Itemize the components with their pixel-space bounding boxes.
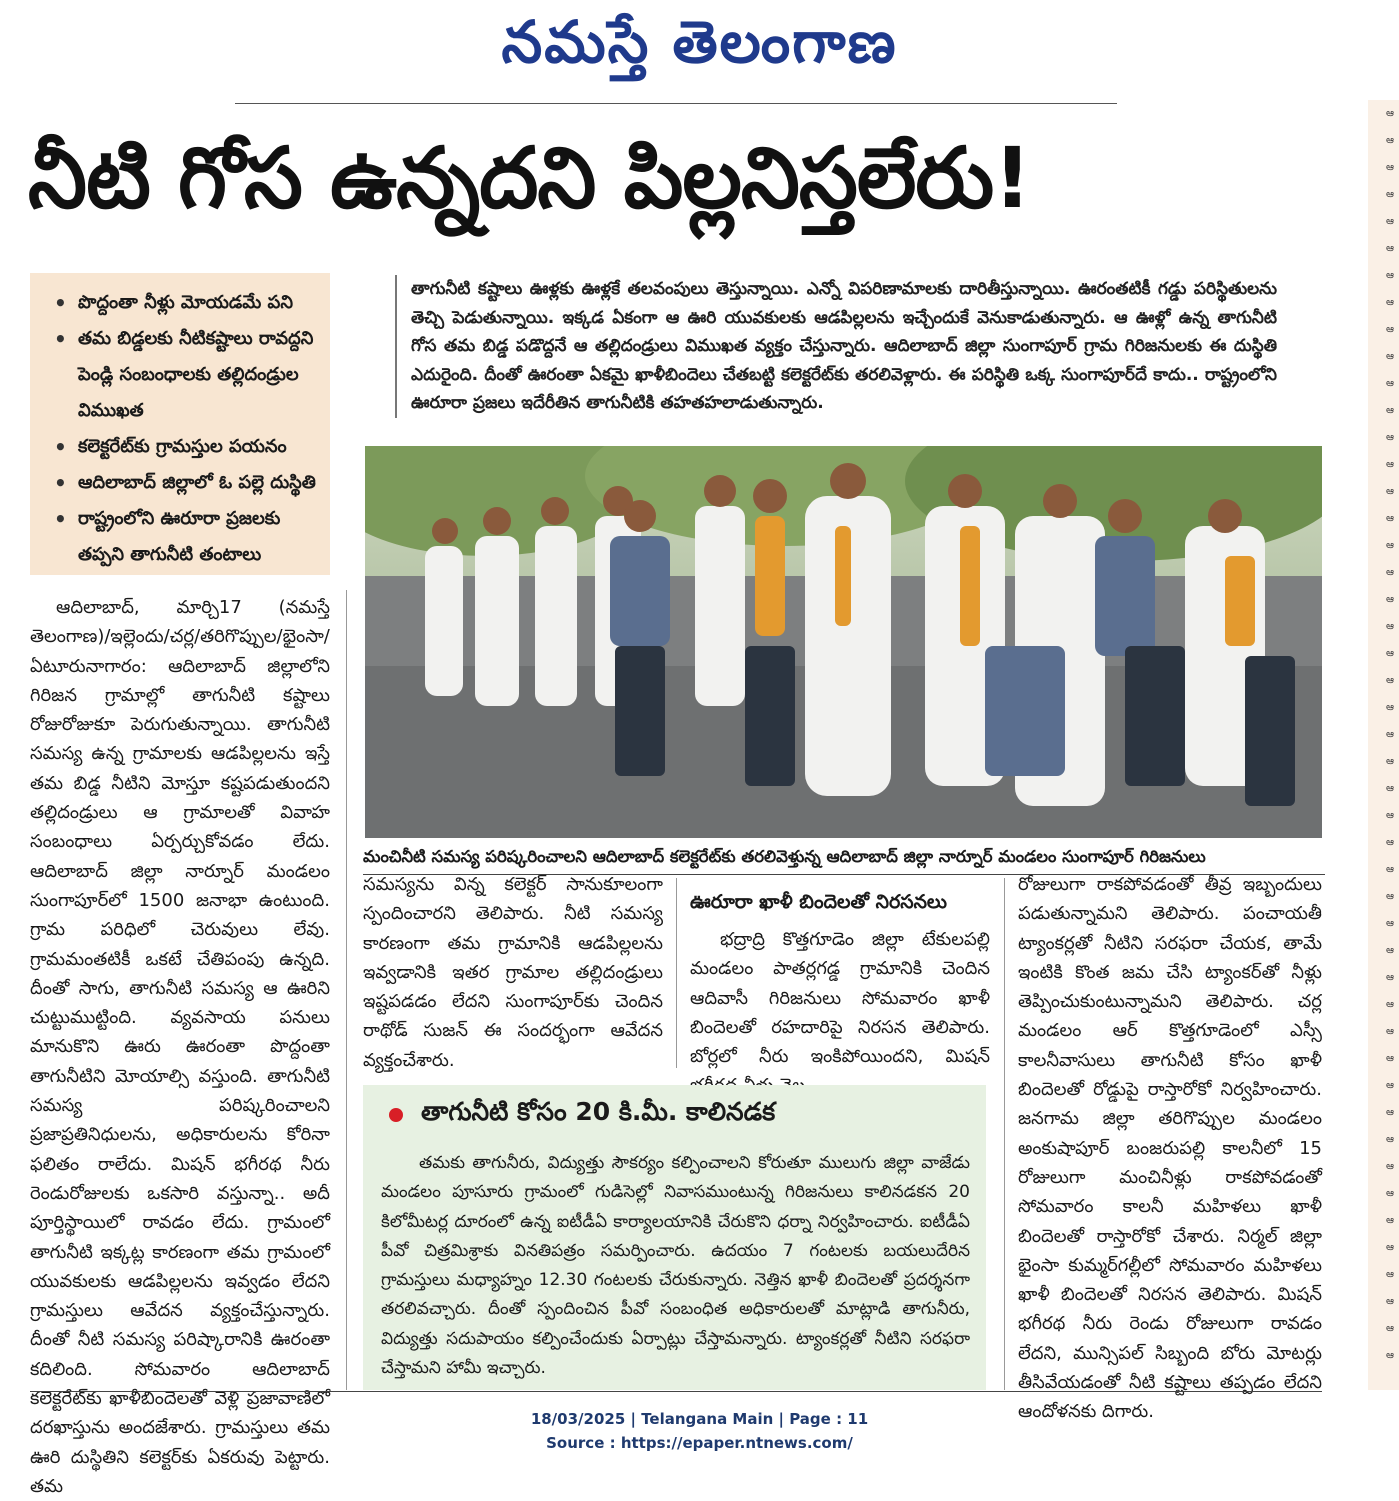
highlight-item: • ఆదిలాబాద్ జిల్లాలో ఓ పల్లె దుస్థితి xyxy=(44,465,322,501)
sidebar-story-title: తాగునీటి కోసం 20 కి.మీ. కాలినడక xyxy=(421,1097,776,1126)
photo-caption: మంచినీటి సమస్య పరిష్కరించాలని ఆదిలాబాద్ కలెక్టరేట్‌కు తరలివెళ్తున్న ఆదిలాబాద్ జిల్లా నార్నూర్ మండలం సుంగాపూర్ గిరిజనులు xyxy=(363,847,1206,866)
highlight-item: • రాష్ట్రంలోని ఊరూరా ప్రజలకు తప్పని తాగునీటి తంటాలు xyxy=(44,501,322,573)
top-divider xyxy=(235,103,1117,104)
bottom-divider xyxy=(30,1391,1322,1392)
intro-paragraph: తాగునీటి కష్టాలు ఊళ్లకు ఊళ్లకే తలవంపులు తెస్తున్నాయి. ఎన్నో విపరిణామాలకు దారితీస్తున్నాయి. ఊరంతటికీ గడ్డు పరిస్థితులను తెచ్చి పెడుతున్నాయి. ఇక్కడ ఏకంగా ఆ ఊరి యువకులకు ఆడపిల్లలను ఇచ్చేందుకే వెనుకాడుతున్నారు. ఆ ఊళ్లో ఉన్న తాగునీటి గోస తమ బిడ్డ పడొద్దనే ఆ తల్లిదండ్రులు విముఖత వ్యక్తం చేస్తున్నారు. ఆదిలాబాద్ జిల్లా సుంగాపూర్ గ్రామ గిరిజనులకు ఈ దుస్థితి ఎదురైంది. దీంతో ఊరంతా ఏకమై ఖాళీబిందెలు చేతబట్టి కలెక్టరేట్‌కు తరలివెళ్లారు. ఈ పరిస్థితి ఒక్క సుంగాపూర్‌దే కాదు.. రాష్ట్రంలోని ఊరూరా ప్రజలు ఇదేరీతిన తాగునీటికి తహతహలాడుతున్నారు. xyxy=(395,275,1277,418)
highlights-box xyxy=(30,273,330,575)
red-bullet-icon xyxy=(389,1108,403,1122)
article-column-4: రోజులుగా రాకపోవడంతో తీవ్ర ఇబ్బందులు పడుతున్నామని తెలిపారు. పంచాయతీ ట్యాంకర్లతో నీటిని సరఫరా చేయక, తామే ఇంటికి కొంత జమ చేసి ట్యాంకర్‌తో నీళ్లు తెప్పించుకుంటున్నామని తెలిపారు. చర్ల మండలం ఆర్ కొత్తగూడెంలో ఎస్సీ కాలనీవాసులు తాగునీటి కోసం ఖాళీ బిందెలతో రోడ్డుపై రాస్తారోకో నిర్వహించారు. జనగామ జిల్లా తరిగొప్పుల మండలం అంకుషాపూర్ బంజరుపల్లి కాలనీలో 15 రోజులుగా మంచినీళ్లు రాకపోవడంతో సోమవారం కాలనీ మహిళలు ఖాళీ బిందెలతో రాస్తారోకో చేశారు. నిర్మల్ జిల్లా భైంసా కుమ్మర్‌గల్లీలో సోమవారం మహిళలు ఖాళీ బిందెలతో నిరసన తెలిపారు. మిషన్ భగీరథ నీరు రెండు రోజులుగా రావడం లేదని, మున్సిపల్ సిబ్బంది బోరు మోటర్లు తీసివేయడంతో నీటి కష్టాలు తప్పడం లేదని ఆందోళనకు దిగారు. xyxy=(1018,874,1322,1423)
adjacent-page-text: ఆ ఆ ఆ ఆ ఆ ఆ ఆ ఆ ఆ ఆ ఆ ఆ ఆ ఆ ఆ ఆ ఆ ఆ ఆ ఆ ఆ ఆ ఆ ఆ ఆ ఆ ఆ ఆ ఆ ఆ ఆ ఆ ఆ ఆ ఆ ఆ ఆ ఆ ఆ ఆ ఆ ఆ ఆ ఆ ఆ ఆ ఆ xyxy=(1386,108,1394,1361)
highlight-item: • కలెక్టరేట్‌కు గ్రామస్తుల పయనం xyxy=(44,429,322,465)
masthead-logo: నమస్తే తెలంగాణ xyxy=(501,8,898,76)
article-column-2: సమస్యను విన్న కలెక్టర్ సానుకూలంగా స్పందించారని తెలిపారు. నీటి సమస్య కారణంగా తమ గ్రామానికి ఆడపిల్లలను ఇవ్వడానికి ఇతర గ్రామాల తల్లిదండ్రులు ఇష్టపడడం లేదని సుంగాపూర్‌కు చెందిన రాథోడ్ సుజన్ ఈ సందర్భంగా ఆవేదన వ్యక్తంచేశారు. xyxy=(363,874,663,1071)
adjacent-page-edge xyxy=(1368,100,1399,1390)
column-divider xyxy=(676,878,677,1068)
article-column-1: ఆదిలాబాద్, మార్చి17 (నమస్తే తెలంగాణ)/ఇల్లెందు/చర్ల/తరిగొప్పుల/భైంసా/ఏటూరునాగారం: ఆదిలాబాద్ జిల్లాలోని గిరిజన గ్రామాల్లో తాగునీటి కష్టాలు రోజురోజుకూ పెరుగుతున్నాయి. తాగునీటి సమస్య ఉన్న గ్రామాలకు ఆడపిల్లలను ఇస్తే తమ బిడ్డ నీటిని మోస్తూ కష్టపడుతుందని తల్లిదండ్రులు ఆ గ్రామాలతో వివాహ సంబంధాలు ఏర్పర్చుకోవడం లేదు. ఆదిలాబాద్ జిల్లా నార్నూర్ మండలం సుంగాపూర్‌లో 1500 జనాభా ఉంటుంది. గ్రామ పరిధిలో చెరువులు లేవు. గ్రామమంతటికీ ఒకటే చేతిపంపు ఉన్నది. దీంతో సాగు, తాగునీటి సమస్య ఆ ఊరిని చుట్టుముట్టింది. వ్యవసాయ పనులు మానుకొని ఊరు ఊరంతా పొద్దంతా తాగునీటిని మోయాల్సి వస్తుంది. తాగునీటి సమస్య పరిష్కరించాలని ప్రజాప్రతినిధులను, అధికారులను కోరినా ఫలితం రాలేదు. మిషన్ భగీరథ నీరు రెండురోజులకు ఒకసారి వస్తున్నా.. అదీ పూర్తిస్థాయిలో రావడం లేదు. గ్రామంలో తాగునీటి ఇక్కట్ల కారణంగా తమ గ్రామంలో యువకులకు ఆడపిల్లలను ఇవ్వడం లేదని గ్రామస్తులు ఆవేదన వ్యక్తంచేస్తున్నారు. దీంతో నీటి సమస్య పరిష్కారానికి ఊరంతా కదిలింది. సోమవారం ఆదిలాబాద్ కలెక్టరేట్‌కు ఖాళీబిందెలతో వెళ్లి ప్రజావాణిలో దరఖాస్తును అందజేశారు. గ్రామస్తులు తమ ఊరి దుస్థితిని కలెక్టర్‌కు ఏకరువు పెట్టారు. తమ xyxy=(30,597,330,1497)
section-subheading: ఊరూరా ఖాళీ బిందెలతో నిరసనలు xyxy=(690,891,947,913)
column-divider xyxy=(1004,878,1005,1390)
article-column-3: భద్రాద్రి కొత్తగూడెం జిల్లా టేకులపల్లి మండలం పాతర్లగడ్డ గ్రామానికి చెందిన ఆదివాసీ గిరిజనులు సోమవారం ఖాళీ బిందెలతో రహదారిపై నిరసన తెలిపారు. బోర్లలో నీరు ఇంకిపోయిందని, మిషన్ xyxy=(690,929,990,1068)
sidebar-story-heading xyxy=(381,1097,970,1133)
protest-march-photo xyxy=(365,446,1322,838)
highlight-item: • పొద్దంతా నీళ్లు మోయడమే పని xyxy=(44,285,322,321)
news-photo xyxy=(365,446,1322,838)
sidebar-story-box xyxy=(363,1085,986,1390)
footer-source: Source : https://epaper.ntnews.com/ xyxy=(546,1434,853,1452)
highlight-item: • తమ బిడ్డలకు నీటికష్టాలు రావద్దని పెండ్లి సంబంధాలకు తల్లిదండ్రుల విముఖత xyxy=(44,321,322,429)
headline: నీటి గోస ఉన్నదని పిల్లనిస్తలేరు! xyxy=(28,129,1031,227)
footer-date-page: 18/03/2025 | Telangana Main | Page : 11 xyxy=(530,1410,869,1428)
sidebar-story-body: తమకు తాగునీరు, విద్యుత్తు సౌకర్యం కల్పించాలని కోరుతూ ములుగు జిల్లా వాజేడు మండలం పూసూరు గ్రామంలో గుడిసెల్లో నివాసముంటున్న గిరిజనులు కాలినడకన 20 కిలోమీటర్ల దూరంలో ఉన్న ఐటీడీఏ కార్యాలయానికి చేరుకొని ధర్నా నిర్వహించారు. ఐటీడీఏ పీవో చిత్రమిశ్రాకు వినతిపత్రం సమర్పించారు. ఉదయం 7 గంటలకు బయలుదేరిన గ్రామస్తులు మధ్యాహ్నం 12.30 గంటలకు చేరుకున్నారు. నెత్తిన ఖాళీ బిందెలతో ప్రదర్శనగా తరలివచ్చారు. దీంతో స్పందించిన పీవో సంబంధిత అధికారులతో మాట్లాడి తాగునీరు, విద్యుత్తు సదుపాయం కల్పించేందుకు ఏర్పాట్లు చేస్తామన్నారు. ట్యాంకర్లతో నీటిని సరఫరా చేస్తామని హామీ ఇచ్చారు. xyxy=(381,1153,970,1379)
column-divider xyxy=(346,590,347,1390)
